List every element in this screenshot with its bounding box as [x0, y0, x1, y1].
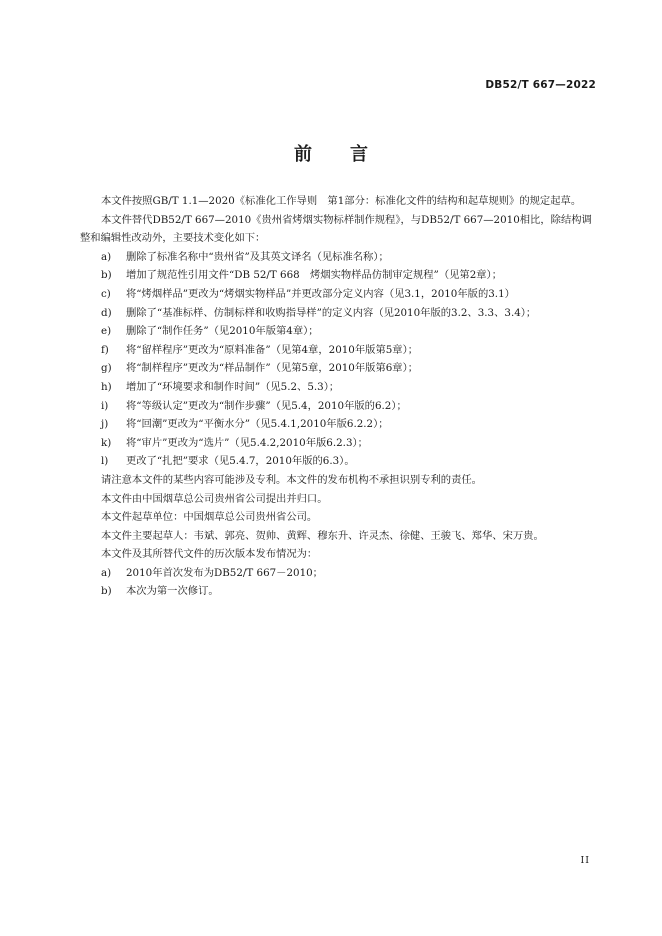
list-item — [80, 378, 600, 397]
list-item-label: e) — [101, 325, 112, 338]
foreword-body — [80, 192, 600, 601]
document-code: DB52/T 667—2022 — [485, 79, 596, 91]
list-item-label: f) — [101, 343, 109, 356]
paragraph-patent-notice: 请注意本文件的某些内容可能涉及专利。本文件的发布机构不承担识别专利的责任。 — [101, 473, 482, 486]
list-item-text: 删除了“基准标样、仿制标样和收购指导样”的定义内容（见2010年版的3.2、3.3、3.4）； — [126, 306, 537, 319]
list-item-label: d) — [101, 306, 112, 319]
list-item-text: 将“等级认定”更改为“制作步骤”（见5.4，2010年版的6.2）； — [126, 399, 407, 412]
page-number: II — [580, 855, 590, 866]
list-item-text: 将“制样程序”更改为“样品制作”（见第5章，2010年版第6章）； — [126, 362, 419, 375]
list-item — [80, 452, 600, 471]
list-item — [80, 322, 600, 341]
list-item-label: j) — [101, 418, 109, 431]
list-item-label: l) — [101, 455, 109, 468]
list-item-label: i) — [101, 399, 109, 412]
list-item — [80, 582, 600, 601]
paragraph-proposer: 本文件由中国烟草总公司贵州省公司提出并归口。 — [101, 492, 328, 505]
list-item-label: k) — [101, 436, 112, 449]
list-item-text: 删除了“制作任务”（见2010年版第4章）； — [126, 325, 319, 338]
paragraph-replacement: 本文件替代DB52/T 667—2010《贵州省烤烟实物标样制作规程》，与DB52/T 667—2010相比，除结构调整和编辑性改动外，主要技术变化如下： — [80, 213, 592, 245]
list-item-text: 更改了“扎把”要求（见5.4.7，2010年版的6.3）。 — [126, 455, 355, 468]
list-item-label: b) — [101, 269, 112, 282]
page-title: 前言 — [294, 144, 406, 165]
list-item — [80, 341, 600, 360]
technical-changes-list — [80, 248, 600, 471]
paragraph-history-intro: 本文件及其所替代文件的历次版本发布情况为： — [101, 548, 318, 561]
list-item — [80, 564, 600, 583]
list-item-label: c) — [101, 287, 111, 300]
list-item-text: 2010年首次发布为DB52/T 667－2010； — [126, 566, 323, 579]
list-item-text: 将“审片”更改为“选片”（见5.4.2,2010年版6.2.3）； — [126, 436, 368, 449]
list-item-text: 将“回潮”更改为“平衡水分”（见5.4.1,2010年版6.2.2）； — [126, 418, 389, 431]
list-item-text: 增加了规范性引用文件“DB 52/T 668 烤烟实物样品仿制审定规程”（见第2章）； — [126, 269, 502, 282]
list-item-label: b) — [101, 585, 112, 598]
paragraph-drafting-rules: 本文件按照GB/T 1.1—2020《标准化工作导则 第1部分：标准化文件的结构和起草规则》的规定起草。 — [101, 195, 582, 207]
list-item-label: a) — [101, 566, 112, 579]
list-item-text: 增加了“环境要求和制作时间”（见5.2、5.3）； — [126, 380, 340, 393]
list-item — [80, 248, 600, 267]
list-item-text: 将“烤烟样品”更改为“烤烟实物样品”并更改部分定义内容（见3.1，2010年版的3.1） — [126, 287, 515, 300]
list-item — [80, 266, 600, 285]
paragraph-drafters: 本文件主要起草人：韦斌、郭亮、贺帅、黄辉、穆东升、许灵杰、徐健、王骏飞、郑华、宋万贵。 — [101, 529, 544, 542]
list-item — [80, 397, 600, 416]
list-item-text: 删除了标准名称中“贵州省”及其英文译名（见标准名称）； — [126, 250, 389, 263]
list-item-text: 本次为第一次修订。 — [126, 585, 219, 598]
release-history-list — [80, 564, 600, 601]
list-item-label: a) — [101, 250, 112, 263]
list-item — [80, 304, 600, 323]
paragraph-drafting-unit: 本文件起草单位：中国烟草总公司贵州省公司。 — [101, 511, 318, 524]
list-item — [80, 285, 600, 304]
list-item-label: g) — [101, 362, 112, 375]
list-item-text: 将“留样程序”更改为“原料准备”（见第4章，2010年版第5章）； — [126, 343, 419, 356]
list-item — [80, 359, 600, 378]
list-item — [80, 434, 600, 453]
list-item-label: h) — [101, 380, 112, 393]
list-item — [80, 415, 600, 434]
